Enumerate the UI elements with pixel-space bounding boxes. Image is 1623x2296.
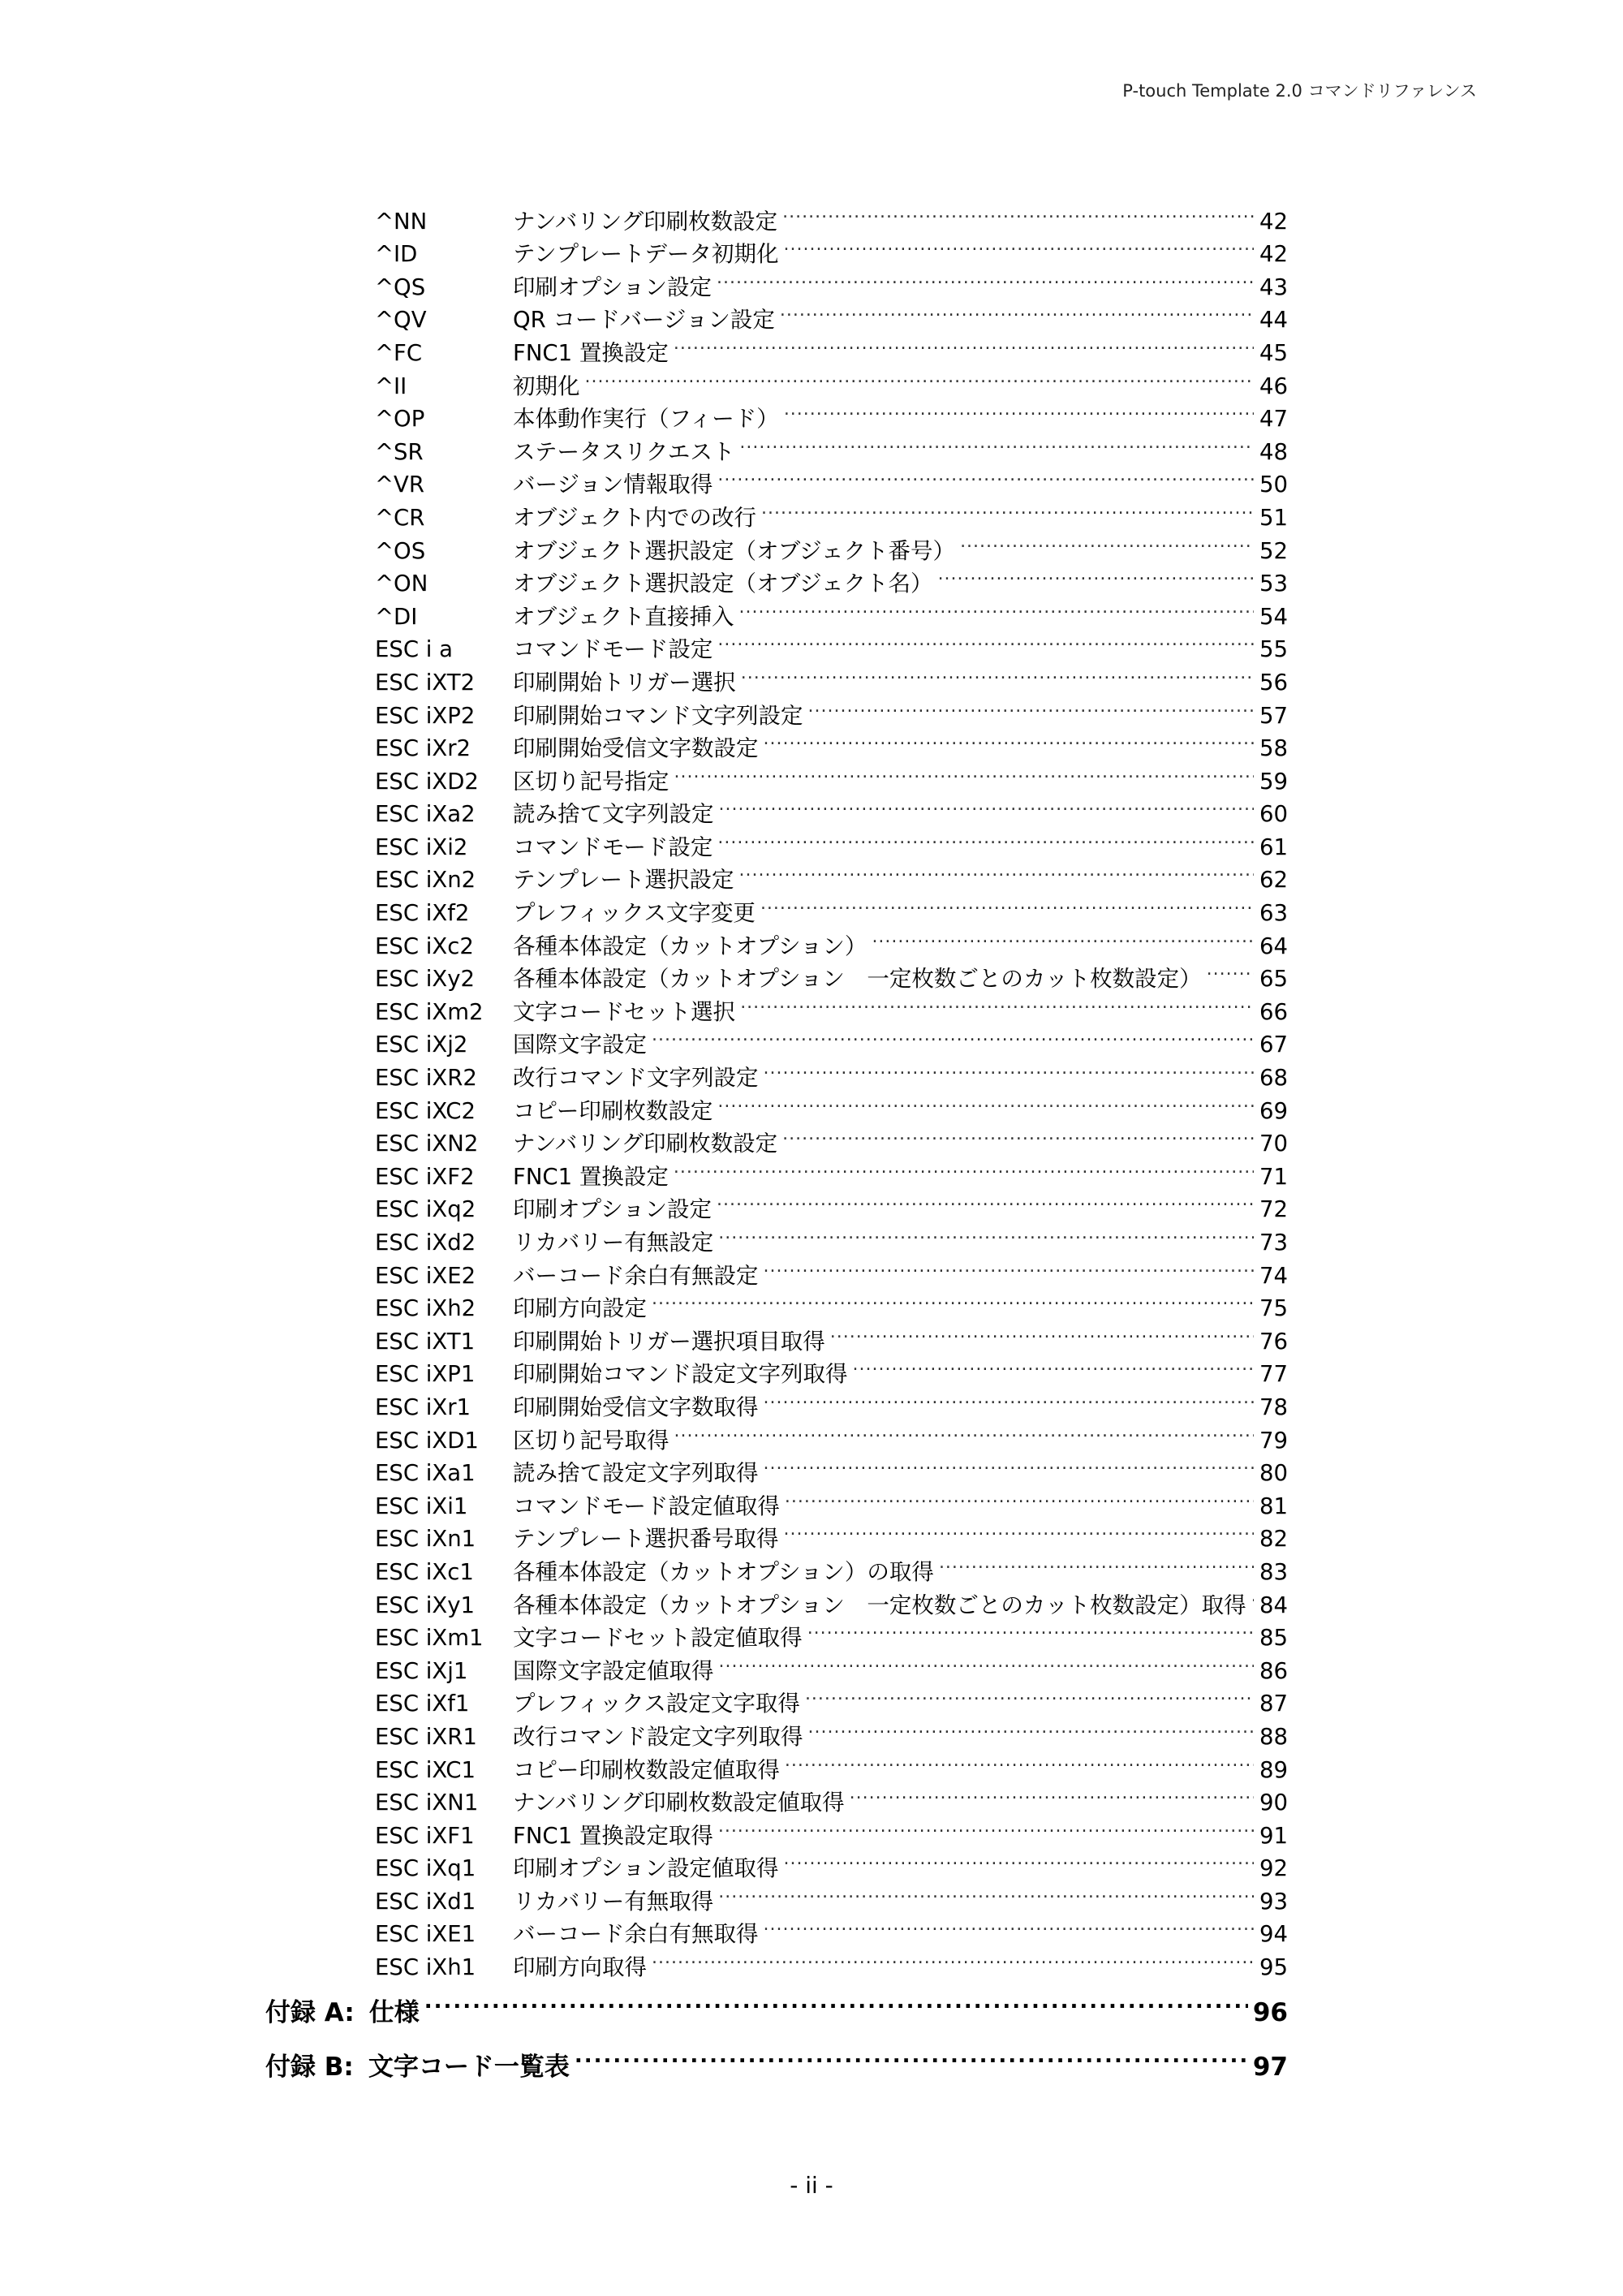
toc-command: ^OP bbox=[375, 406, 425, 433]
leader-dots bbox=[652, 1941, 1254, 1975]
toc-command: ESC iXT1 bbox=[375, 1328, 476, 1355]
toc-command: ESC iXP1 bbox=[375, 1361, 476, 1388]
leader-dots bbox=[764, 1909, 1255, 1942]
toc-command: ESC iXr1 bbox=[375, 1394, 471, 1420]
running-header: P-touch Template 2.0 コマンドリファレンス bbox=[1122, 81, 1477, 101]
leader-dots bbox=[872, 920, 1254, 954]
toc-command: ESC iXj2 bbox=[375, 1032, 468, 1058]
toc-page-number: 90 bbox=[1259, 1790, 1288, 1816]
toc-title: QR コードバージョン設定 bbox=[513, 307, 775, 334]
leader-dots bbox=[674, 327, 1254, 360]
leader-dots bbox=[784, 229, 1254, 262]
toc-command: ESC iXr2 bbox=[375, 735, 471, 762]
toc-command: ^QV bbox=[375, 307, 427, 334]
toc-page-number: 81 bbox=[1259, 1493, 1288, 1519]
leader-dots bbox=[764, 723, 1255, 756]
leader-dots bbox=[808, 1711, 1255, 1744]
toc-page-number: 94 bbox=[1259, 1921, 1288, 1948]
leader-dots bbox=[674, 756, 1255, 789]
toc-command: ESC iXa1 bbox=[375, 1460, 476, 1487]
toc-title: 印刷オプション設定 bbox=[513, 274, 712, 300]
toc-command: ^II bbox=[375, 373, 407, 399]
toc-page-number: 93 bbox=[1259, 1888, 1288, 1915]
toc-title: コマンドモード設定値取得 bbox=[513, 1493, 780, 1519]
toc-title: 印刷開始コマンド設定文字列取得 bbox=[513, 1361, 848, 1388]
toc-page-number: 58 bbox=[1259, 735, 1288, 762]
toc-page-number: 83 bbox=[1259, 1558, 1288, 1585]
toc-title: 文字コードセット設定値取得 bbox=[513, 1625, 803, 1652]
toc-page-number: 56 bbox=[1259, 669, 1288, 696]
toc-command: ESC i a bbox=[375, 636, 454, 663]
leader-dots bbox=[960, 525, 1254, 558]
leader-dots bbox=[1207, 954, 1254, 987]
toc-command: ^OS bbox=[375, 537, 426, 564]
toc-title: ナンバリング印刷枚数設定 bbox=[513, 1131, 778, 1157]
appendix-label: 付録 B: bbox=[265, 2053, 354, 2082]
toc-title: リカバリー有無取得 bbox=[513, 1888, 714, 1915]
toc-page-number: 64 bbox=[1259, 933, 1288, 959]
toc-title: 国際文字設定値取得 bbox=[513, 1657, 714, 1684]
toc-command: ESC iXd2 bbox=[375, 1230, 476, 1256]
toc-title: 印刷オプション設定 bbox=[513, 1196, 712, 1223]
toc-page-number: 54 bbox=[1259, 603, 1288, 630]
toc-title: テンプレート選択設定 bbox=[513, 867, 734, 894]
toc-title: 印刷開始受信文字数取得 bbox=[513, 1394, 759, 1420]
toc-title: 本体動作実行（フィード） bbox=[513, 406, 779, 433]
table-of-contents bbox=[375, 196, 1288, 1981]
toc-title: FNC1 置換設定 bbox=[513, 339, 669, 366]
toc-page-number: 86 bbox=[1259, 1657, 1288, 1684]
toc-command: ESC iXi2 bbox=[375, 834, 468, 860]
toc-page-number: 50 bbox=[1259, 472, 1288, 498]
toc-title: 印刷開始コマンド文字列設定 bbox=[513, 702, 803, 729]
toc-title: 印刷開始トリガー選択 bbox=[513, 669, 736, 696]
toc-command: ^VR bbox=[375, 472, 424, 498]
toc-command: ESC iXT2 bbox=[375, 669, 476, 696]
leader-dots bbox=[717, 624, 1254, 657]
toc-title: 各種本体設定（カットオプション 一定枚数ごとのカット枚数設定） bbox=[513, 966, 1202, 993]
toc-title: バージョン情報取得 bbox=[513, 472, 713, 498]
appendix-title: 仕様 bbox=[368, 1998, 420, 2027]
toc-page-number: 57 bbox=[1259, 702, 1288, 729]
toc-command: ESC iXE2 bbox=[375, 1262, 476, 1289]
toc-title: 各種本体設定（カットオプション）の取得 bbox=[513, 1558, 934, 1585]
leader-dots bbox=[717, 821, 1254, 855]
leader-dots bbox=[674, 1415, 1255, 1448]
toc-title: ナンバリング印刷枚数設定 bbox=[513, 208, 778, 235]
toc-page-number: 68 bbox=[1259, 1065, 1288, 1092]
toc-title: 印刷方向取得 bbox=[513, 1954, 647, 1981]
toc-title: 国際文字設定 bbox=[513, 1032, 647, 1058]
leader-dots bbox=[740, 986, 1254, 1019]
toc-page-number: 59 bbox=[1259, 768, 1288, 795]
toc-command: ESC iXf2 bbox=[375, 900, 470, 927]
page-number-footer: - ii - bbox=[790, 2172, 833, 2199]
leader-dots bbox=[717, 1085, 1254, 1118]
leader-dots bbox=[764, 1448, 1255, 1481]
toc-title: ステータスリクエスト bbox=[513, 438, 735, 465]
leader-dots bbox=[784, 1514, 1254, 1547]
leader-dots bbox=[674, 1151, 1254, 1184]
leader-dots bbox=[717, 261, 1254, 295]
toc-title: オブジェクト直接挿入 bbox=[513, 603, 734, 630]
toc-command: ESC iXa2 bbox=[375, 801, 476, 828]
toc-command: ESC iXC1 bbox=[375, 1756, 476, 1783]
toc-command: ESC iXC2 bbox=[375, 1097, 476, 1124]
toc-command: ESC iXj1 bbox=[375, 1657, 468, 1684]
leader-dots bbox=[739, 855, 1254, 888]
toc-page-number: 42 bbox=[1259, 241, 1288, 268]
toc-command: ESC iXi1 bbox=[375, 1493, 468, 1519]
toc-command: ESC iXf1 bbox=[375, 1691, 470, 1717]
toc-title: コマンドモード設定 bbox=[513, 636, 713, 663]
toc-page-number: 84 bbox=[1259, 1592, 1288, 1618]
toc-page-number: 89 bbox=[1259, 1756, 1288, 1783]
toc-page-number: 95 bbox=[1259, 1954, 1288, 1981]
appendix-label: 付録 A: bbox=[265, 1998, 355, 2027]
toc-title: バーコード余白有無取得 bbox=[513, 1921, 759, 1948]
toc-title: プレフィックス文字変更 bbox=[513, 900, 756, 927]
leader-dots bbox=[717, 459, 1254, 493]
toc-page-number: 75 bbox=[1259, 1295, 1288, 1322]
leader-dots bbox=[718, 1217, 1254, 1250]
toc-page-number: 52 bbox=[1259, 537, 1288, 564]
leader-dots bbox=[719, 789, 1255, 822]
toc-title: 区切り記号取得 bbox=[513, 1427, 669, 1454]
leader-dots bbox=[780, 295, 1254, 328]
leader-dots bbox=[719, 1645, 1255, 1678]
leader-dots bbox=[830, 1316, 1254, 1349]
toc-title: オブジェクト選択設定（オブジェクト名） bbox=[513, 571, 933, 597]
toc-command: ESC iXc2 bbox=[375, 933, 474, 959]
toc-title: 印刷方向設定 bbox=[513, 1295, 647, 1322]
toc-title: 印刷開始トリガー選択項目取得 bbox=[513, 1328, 825, 1355]
toc-command: ESC iXm1 bbox=[375, 1625, 484, 1652]
leader-dots bbox=[938, 558, 1254, 592]
leader-dots bbox=[585, 360, 1255, 394]
toc-title: プレフィックス設定文字取得 bbox=[513, 1691, 800, 1717]
toc-page-number: 65 bbox=[1259, 966, 1288, 993]
toc-page-number: 80 bbox=[1259, 1460, 1288, 1487]
leader-dots bbox=[1251, 1579, 1254, 1613]
toc-title: 文字コードセット選択 bbox=[513, 998, 736, 1025]
toc-command: ESC iXh1 bbox=[375, 1954, 476, 1981]
leader-dots bbox=[718, 1876, 1254, 1909]
toc-command: ESC iXF2 bbox=[375, 1163, 475, 1190]
toc-page-number: 62 bbox=[1259, 867, 1288, 894]
toc-command: ESC iXq2 bbox=[375, 1196, 476, 1223]
toc-page-number: 69 bbox=[1259, 1097, 1288, 1124]
leader-dots bbox=[807, 1613, 1254, 1646]
toc-title: 読み捨て設定文字列取得 bbox=[513, 1460, 759, 1487]
leader-dots bbox=[739, 591, 1254, 624]
appendix-page-number: 97 bbox=[1252, 2053, 1288, 2082]
appendix-entry-b[interactable] bbox=[265, 2035, 1288, 2082]
leader-dots bbox=[764, 1381, 1255, 1415]
toc-command: ^QS bbox=[375, 274, 426, 300]
leader-dots bbox=[782, 1118, 1254, 1152]
toc-title: オブジェクト選択設定（オブジェクト番号） bbox=[513, 537, 956, 564]
toc-title: 各種本体設定（カットオプション） bbox=[513, 933, 867, 959]
leader-dots bbox=[805, 1678, 1254, 1712]
leader-dots bbox=[785, 1744, 1254, 1777]
leader-dots bbox=[424, 1980, 1248, 2021]
toc-page-number: 44 bbox=[1259, 307, 1288, 334]
toc-page-number: 47 bbox=[1259, 406, 1288, 433]
toc-page-number: 78 bbox=[1259, 1394, 1288, 1420]
toc-title: FNC1 置換設定取得 bbox=[513, 1822, 713, 1849]
toc-command: ^ID bbox=[375, 241, 418, 268]
toc-command: ESC iXD2 bbox=[375, 768, 479, 795]
toc-command: ESC iXN1 bbox=[375, 1790, 479, 1816]
toc-page-number: 92 bbox=[1259, 1855, 1288, 1882]
leader-dots bbox=[652, 1283, 1254, 1316]
leader-dots bbox=[717, 1184, 1254, 1217]
toc-command: ESC iXR1 bbox=[375, 1723, 477, 1750]
leader-dots bbox=[739, 426, 1254, 459]
toc-page-number: 70 bbox=[1259, 1131, 1288, 1157]
leader-dots bbox=[784, 1843, 1254, 1876]
toc-command: ESC iXN2 bbox=[375, 1131, 479, 1157]
toc-command: ESC iXF1 bbox=[375, 1822, 475, 1849]
leader-dots bbox=[575, 2035, 1248, 2075]
toc-command: ESC iXP2 bbox=[375, 702, 476, 729]
toc-page-number: 79 bbox=[1259, 1427, 1288, 1454]
toc-command: ^SR bbox=[375, 438, 424, 465]
leader-dots bbox=[808, 690, 1255, 723]
toc-command: ^ON bbox=[375, 571, 428, 597]
toc-command: ESC iXn1 bbox=[375, 1526, 476, 1553]
toc-page-number: 85 bbox=[1259, 1625, 1288, 1652]
toc-title: 区切り記号指定 bbox=[513, 768, 669, 795]
toc-page-number: 88 bbox=[1259, 1723, 1288, 1750]
appendix-title: 文字コード一覧表 bbox=[368, 2053, 570, 2082]
leader-dots bbox=[718, 1810, 1254, 1843]
toc-title: コマンドモード設定 bbox=[513, 834, 713, 860]
toc-page-number: 74 bbox=[1259, 1262, 1288, 1289]
toc-command: ESC iXE1 bbox=[375, 1921, 476, 1948]
toc-page-number: 77 bbox=[1259, 1361, 1288, 1388]
appendix-entry-a[interactable] bbox=[265, 1980, 1288, 2027]
toc-title: テンプレート選択番号取得 bbox=[513, 1526, 779, 1553]
toc-title: 印刷オプション設定値取得 bbox=[513, 1855, 779, 1882]
toc-command: ESC iXd1 bbox=[375, 1888, 476, 1915]
toc-page-number: 53 bbox=[1259, 571, 1288, 597]
toc-page-number: 60 bbox=[1259, 801, 1288, 828]
toc-page-number: 82 bbox=[1259, 1526, 1288, 1553]
leader-dots bbox=[850, 1777, 1254, 1811]
toc-command: ESC iXD1 bbox=[375, 1427, 479, 1454]
leader-dots bbox=[741, 657, 1254, 690]
toc-title: ナンバリング印刷枚数設定値取得 bbox=[513, 1790, 845, 1816]
toc-command: ^FC bbox=[375, 339, 423, 366]
toc-command: ESC iXh2 bbox=[375, 1295, 476, 1322]
toc-entry[interactable] bbox=[375, 196, 1288, 235]
leader-dots bbox=[782, 196, 1254, 229]
toc-page-number: 55 bbox=[1259, 636, 1288, 663]
toc-title: 各種本体設定（カットオプション 一定枚数ごとのカット枚数設定）取得 bbox=[513, 1592, 1246, 1618]
toc-page-number: 71 bbox=[1259, 1163, 1288, 1190]
leader-dots bbox=[939, 1546, 1254, 1579]
toc-title: バーコード余白有無設定 bbox=[513, 1262, 759, 1289]
toc-page-number: 45 bbox=[1259, 339, 1288, 366]
toc-command: ^DI bbox=[375, 603, 418, 630]
leader-dots bbox=[764, 1250, 1255, 1283]
toc-title: オブジェクト内での改行 bbox=[513, 504, 757, 531]
toc-command: ^CR bbox=[375, 504, 425, 531]
leader-dots bbox=[761, 492, 1254, 525]
leader-dots bbox=[784, 394, 1254, 427]
toc-page-number: 72 bbox=[1259, 1196, 1288, 1223]
toc-page-number: 43 bbox=[1259, 274, 1288, 300]
toc-page-number: 67 bbox=[1259, 1032, 1288, 1058]
toc-page-number: 61 bbox=[1259, 834, 1288, 860]
toc-title: 印刷開始受信文字数設定 bbox=[513, 735, 759, 762]
toc-page-number: 87 bbox=[1259, 1691, 1288, 1717]
toc-page-number: 46 bbox=[1259, 373, 1288, 399]
toc-command: ESC iXm2 bbox=[375, 998, 484, 1025]
toc-title: 初期化 bbox=[513, 373, 580, 399]
leader-dots bbox=[785, 1480, 1254, 1514]
leader-dots bbox=[764, 1052, 1255, 1085]
toc-page-number: 42 bbox=[1259, 208, 1288, 235]
leader-dots bbox=[853, 1349, 1255, 1382]
toc-command: ESC iXy1 bbox=[375, 1592, 476, 1618]
toc-page-number: 48 bbox=[1259, 438, 1288, 465]
toc-page-number: 91 bbox=[1259, 1822, 1288, 1849]
toc-title: 読み捨て文字列設定 bbox=[513, 801, 714, 828]
leader-dots bbox=[760, 887, 1254, 920]
toc-title: FNC1 置換設定 bbox=[513, 1163, 669, 1190]
toc-command: ESC iXq1 bbox=[375, 1855, 476, 1882]
toc-page-number: 63 bbox=[1259, 900, 1288, 927]
toc-title: リカバリー有無設定 bbox=[513, 1230, 714, 1256]
toc-command: ESC iXc1 bbox=[375, 1558, 474, 1585]
toc-page-number: 76 bbox=[1259, 1328, 1288, 1355]
toc-command: ESC iXR2 bbox=[375, 1065, 477, 1092]
toc-title: コピー印刷枚数設定値取得 bbox=[513, 1756, 780, 1783]
leader-dots bbox=[652, 1019, 1254, 1053]
toc-title: 改行コマンド設定文字列取得 bbox=[513, 1723, 803, 1750]
toc-title: テンプレートデータ初期化 bbox=[513, 241, 779, 268]
toc-page-number: 66 bbox=[1259, 998, 1288, 1025]
toc-command: ESC iXn2 bbox=[375, 867, 476, 894]
toc-title: コピー印刷枚数設定 bbox=[513, 1097, 713, 1124]
toc-command: ^NN bbox=[375, 208, 428, 235]
toc-page-number: 51 bbox=[1259, 504, 1288, 531]
toc-command: ESC iXy2 bbox=[375, 966, 476, 993]
toc-page-number: 73 bbox=[1259, 1230, 1288, 1256]
toc-title: 改行コマンド文字列設定 bbox=[513, 1065, 759, 1092]
appendix-page-number: 96 bbox=[1252, 1998, 1288, 2027]
